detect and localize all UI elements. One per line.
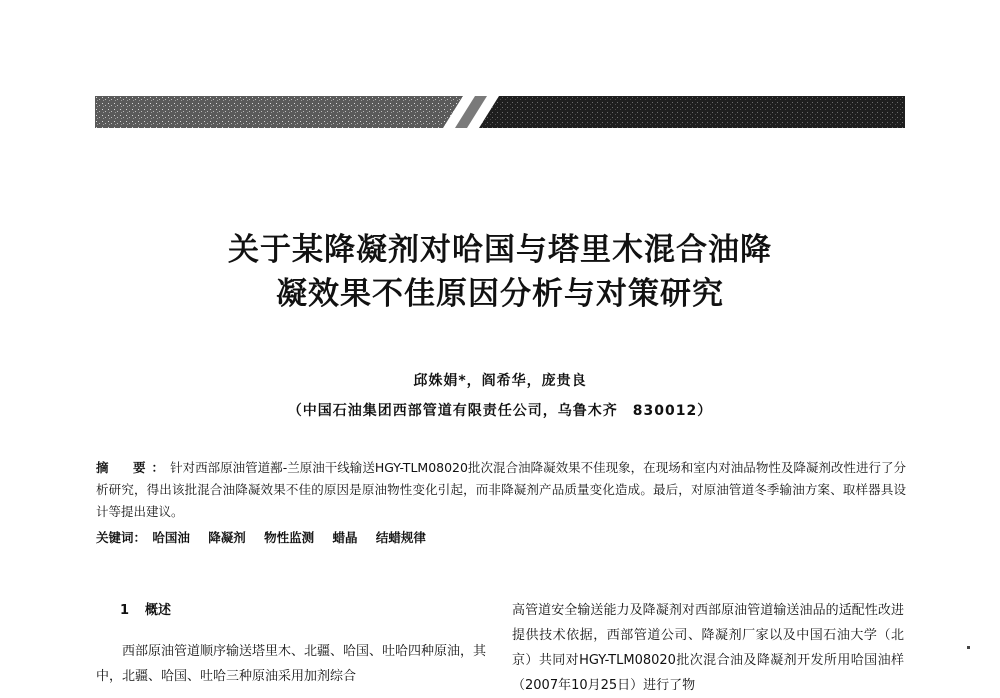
right-column: 高管道安全输送能力及降凝剂对西部原油管道输送油品的适配性改进提供技术依据，西部管道公司、降凝剂厂家以及中国石油大学（北京）共同对HGY-TLM08020批次混合油及降凝剂开发所用哈国油样（2007年10月25日）进行了物 <box>512 603 904 693</box>
keyword-item: 降凝剂 <box>208 530 246 545</box>
header-banner <box>95 96 905 128</box>
affiliation: （中国石油集团西部管道有限责任公司，乌鲁木齐 830012） <box>287 403 713 419</box>
section-title: 概述 <box>145 603 172 618</box>
abstract-text: 针对西部原油管道鄯-兰原油干线输送HGY-TLM08020批次混合油降凝效果不佳现象，在现场和室内对油品物性及降凝剂改性进行了分析研究，得出该批混合油降凝效果不佳的原因是原油物性变化引起，而非降凝剂产品质量变化造成。最后，对原油管道冬季输油方案、取样器具设计等提出建议。 <box>96 460 906 519</box>
keyword-item: 结蜡规律 <box>375 530 426 545</box>
scan-speck <box>967 646 970 649</box>
section-heading <box>120 598 486 623</box>
authors: 邱姝娟*，阎希华，庞贵良 <box>413 373 587 389</box>
section-paragraph: 西部原油管道顺序输送塔里木、北疆、哈国、吐哈四种原油，其中，北疆、哈国、吐哈三种原油采用加剂综合 <box>96 644 487 684</box>
keyword-item: 物性监测 <box>264 530 315 545</box>
section-number: 1 <box>120 603 130 618</box>
title-line-2: 凝效果不佳原因分析与对策研究 <box>276 276 724 312</box>
keywords-label: 关键词： <box>96 530 147 545</box>
keyword-item: 蜡晶 <box>332 530 358 545</box>
left-column <box>96 598 486 689</box>
abstract <box>96 457 906 523</box>
keyword-item: 哈国油 <box>152 530 190 545</box>
title-line-1: 关于某降凝剂对哈国与塔里木混合油降 <box>228 232 772 268</box>
abstract-label: 摘 要： <box>96 460 171 475</box>
keywords <box>96 528 906 546</box>
